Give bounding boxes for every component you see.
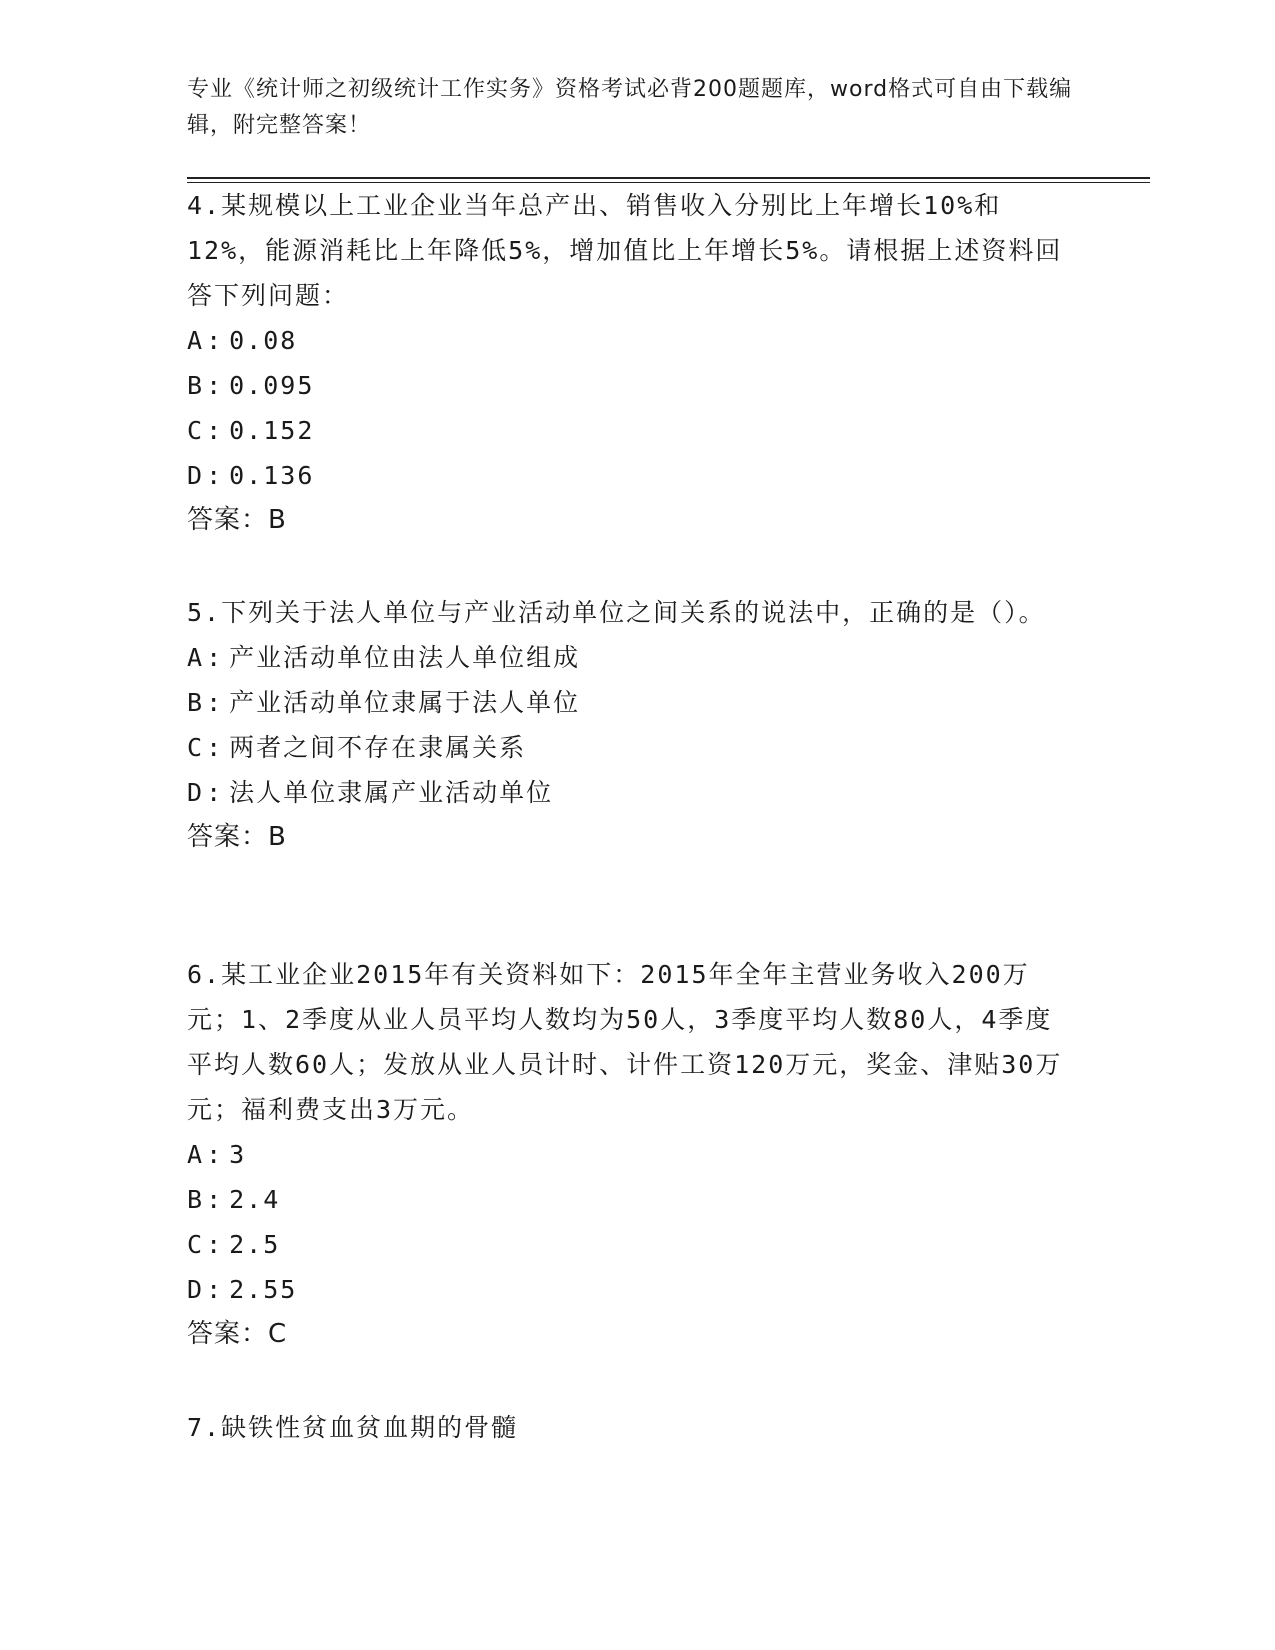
option-a: A: 3 — [187, 1140, 247, 1169]
option-b: B: 产业活动单位隶属于法人单位 — [187, 688, 581, 717]
header-divider — [187, 177, 1150, 179]
answer-label: 答案：B — [187, 505, 287, 535]
document-header: 专业《统计师之初级统计工作实务》资格考试必背200题题库，word格式可自由下载编辑，附完整答案！ — [187, 77, 1073, 138]
question-stem: 7.缺铁性贫血贫血期的骨髓 — [187, 1413, 519, 1442]
question-7 — [187, 1405, 1067, 1450]
option-c: C: 0.152 — [187, 416, 315, 445]
question-stem: 6.某工业企业2015年有关资料如下：2015年全年主营业务收入200万元；1、2季度从业人员平均人数均为50人，3季度平均人数80人，4季度平均人数60人；发放从业人员计时、计件工资120万元，奖金、津贴30万元；福利费支出3万元。 — [187, 960, 1063, 1124]
option-b: B: 0.095 — [187, 371, 315, 400]
answer-label: 答案：C — [187, 1319, 288, 1349]
option-a: A: 0.08 — [187, 326, 298, 355]
option-b: B: 2.4 — [187, 1185, 281, 1214]
option-c: C: 2.5 — [187, 1230, 281, 1259]
question-stem: 5.下列关于法人单位与产业活动单位之间关系的说法中，正确的是（）。 — [187, 598, 1046, 627]
option-d: D: 2.55 — [187, 1275, 298, 1304]
option-d: D: 0.136 — [187, 461, 315, 490]
question-6 — [187, 952, 1067, 1357]
option-d: D: 法人单位隶属产业活动单位 — [187, 778, 554, 807]
option-a: A: 产业活动单位由法人单位组成 — [187, 643, 581, 672]
option-c: C: 两者之间不存在隶属关系 — [187, 733, 527, 762]
question-stem: 4.某规模以上工业企业当年总产出、销售收入分别比上年增长10%和12%，能源消耗比上年降低5%，增加值比上年增长5%。请根据上述资料回答下列问题： — [187, 191, 1063, 310]
answer-label: 答案：B — [187, 822, 287, 852]
question-4 — [187, 183, 1067, 543]
question-5 — [187, 590, 1067, 860]
